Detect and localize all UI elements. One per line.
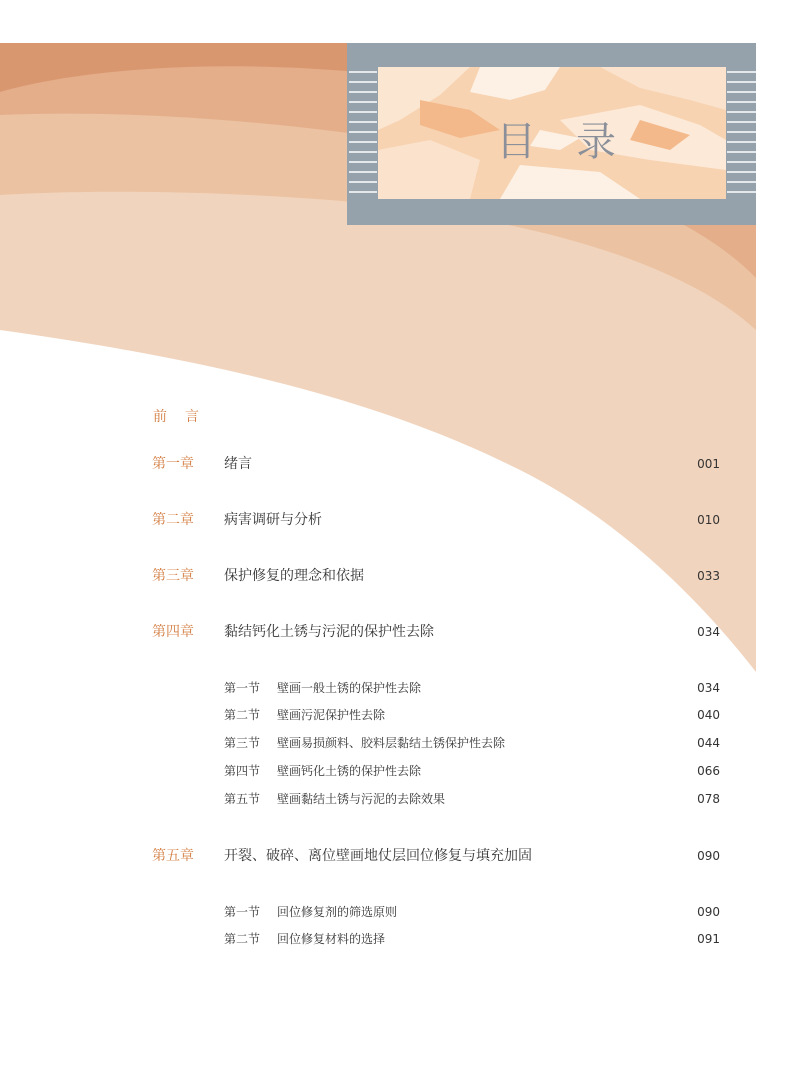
section-title: 壁画污泥保护性去除 [277,708,386,722]
chapter-entry[interactable] [0,621,793,643]
page-number: 078 [697,792,720,806]
page-number: 033 [697,569,720,583]
preface-entry[interactable] [0,406,793,428]
section-label: 第二节 [224,932,261,946]
chapter-label: 第五章 [152,848,194,864]
chapter-title: 绪言 [224,456,252,472]
page-number: 034 [697,681,720,695]
contents-title: 目 录 [496,119,616,165]
chapter-entry[interactable] [0,453,793,475]
section-title: 回位修复剂的筛选原则 [277,905,398,919]
section-entry[interactable] [0,732,793,754]
chapter-label: 第一章 [152,456,194,472]
page-number: 091 [697,932,720,946]
page-number: 090 [697,905,720,919]
section-title: 壁画一般土锈的保护性去除 [277,681,422,695]
section-title: 壁画钙化土锈的保护性去除 [277,764,422,778]
section-label: 第一节 [224,905,261,919]
chapter-entry[interactable] [0,565,793,587]
section-label: 第三节 [224,736,261,750]
section-entry[interactable] [0,788,793,810]
page-number: 034 [697,625,720,639]
section-entry[interactable] [0,677,793,699]
section-label: 第四节 [224,764,261,778]
chapter-label: 第二章 [152,512,194,528]
section-entry[interactable] [0,928,793,950]
chapter-label: 第三章 [152,568,194,584]
chapter-title: 黏结钙化土锈与污泥的保护性去除 [224,624,434,640]
preface-label: 前言 [153,409,217,425]
section-label: 第五节 [224,792,261,806]
section-title: 回位修复材料的选择 [277,932,386,946]
section-entry[interactable] [0,704,793,726]
page-number: 040 [697,708,720,722]
chapter-label: 第四章 [152,624,194,640]
section-label: 第二节 [224,708,261,722]
chapter-title: 开裂、破碎、离位壁画地仗层回位修复与填充加固 [224,848,532,864]
section-label: 第一节 [224,681,261,695]
page-number: 044 [697,736,720,750]
chapter-title: 保护修复的理念和依据 [224,568,364,584]
page-number: 010 [697,513,720,527]
section-entry[interactable] [0,901,793,923]
section-title: 壁画易损颜料、胶料层黏结土锈保护性去除 [277,736,506,750]
chapter-entry[interactable] [0,845,793,867]
page-number: 066 [697,764,720,778]
page-number: 001 [697,457,720,471]
section-title: 壁画黏结土锈与污泥的去除效果 [277,792,446,806]
page-number: 090 [697,849,720,863]
chapter-title: 病害调研与分析 [224,512,322,528]
section-entry[interactable] [0,760,793,782]
chapter-entry[interactable] [0,509,793,531]
